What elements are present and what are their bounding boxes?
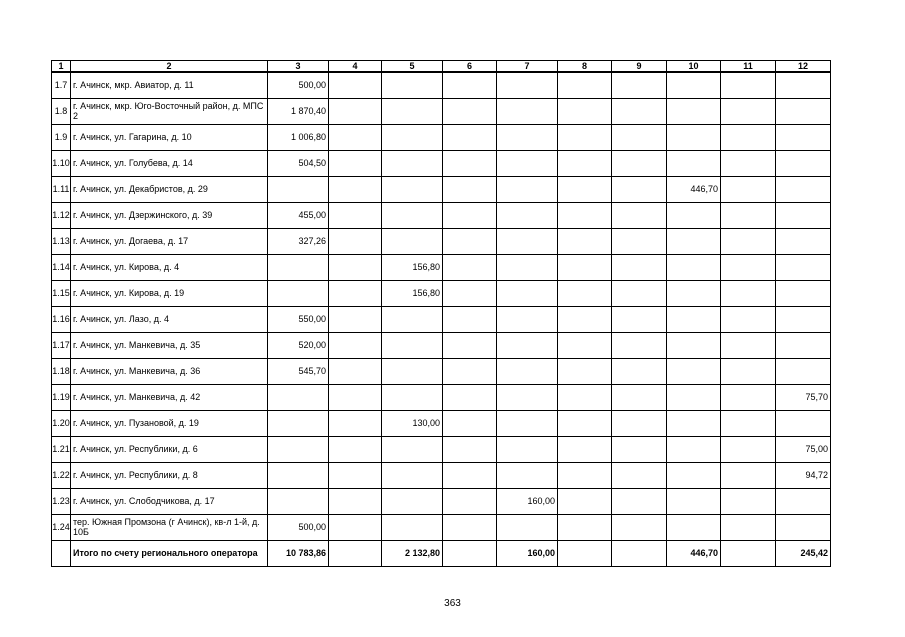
value-cell [776,358,831,384]
row-number: 1.20 [52,410,71,436]
table-row [52,462,831,488]
value-cell [443,72,497,98]
value-cell [776,514,831,540]
value-cell [329,176,382,202]
column-header: 8 [558,61,612,73]
value-cell: 75,70 [776,384,831,410]
value-cell [667,358,721,384]
column-header: 6 [443,61,497,73]
value-cell [558,72,612,98]
value-cell [721,410,776,436]
address-cell: тер. Южная Промзона (г Ачинск), кв-л 1-й, д. 10Б [71,514,268,540]
column-header: 7 [497,61,558,73]
value-cell [776,72,831,98]
value-cell [612,436,667,462]
value-cell [667,332,721,358]
value-cell [497,514,558,540]
table-row [52,228,831,254]
value-cell [612,202,667,228]
value-cell [497,462,558,488]
value-cell [329,306,382,332]
value-cell [558,98,612,124]
value-cell [329,228,382,254]
value-cell [268,176,329,202]
value-cell [667,410,721,436]
table-row [52,306,831,332]
row-number: 1.8 [52,98,71,124]
value-cell [329,410,382,436]
value-cell [329,280,382,306]
value-cell [443,150,497,176]
table-row [52,410,831,436]
value-cell [776,410,831,436]
address-cell: г. Ачинск, мкр. Юго-Восточный район, д. МПС 2 [71,98,268,124]
table-row [52,124,831,150]
value-cell [329,254,382,280]
column-header: 3 [268,61,329,73]
value-cell [329,540,382,566]
value-cell [558,540,612,566]
value-cell [497,280,558,306]
value-cell [612,124,667,150]
value-cell [443,410,497,436]
value-cell [329,124,382,150]
address-cell: г. Ачинск, ул. Манкевича, д. 42 [71,384,268,410]
value-cell [329,514,382,540]
value-cell [612,150,667,176]
row-number: 1.21 [52,436,71,462]
value-cell [268,384,329,410]
value-cell [558,332,612,358]
value-cell [558,384,612,410]
address-cell: г. Ачинск, ул. Кирова, д. 4 [71,254,268,280]
value-cell [268,254,329,280]
value-cell [443,176,497,202]
value-cell [612,384,667,410]
value-cell [497,436,558,462]
table-row [52,514,831,540]
row-number: 1.13 [52,228,71,254]
column-header: 11 [721,61,776,73]
row-number: 1.7 [52,72,71,98]
row-number: 1.14 [52,254,71,280]
value-cell [443,228,497,254]
value-cell: 2 132,80 [382,540,443,566]
table-row [52,176,831,202]
value-cell [558,488,612,514]
table-row [52,280,831,306]
table-row [52,150,831,176]
value-cell [443,332,497,358]
value-cell [667,254,721,280]
value-cell [382,306,443,332]
value-cell [667,202,721,228]
value-cell [382,358,443,384]
value-cell [443,462,497,488]
row-number [52,540,71,566]
value-cell [268,436,329,462]
address-cell: г. Ачинск, ул. Манкевича, д. 35 [71,332,268,358]
column-header: 2 [71,61,268,73]
value-cell [443,98,497,124]
value-cell [558,202,612,228]
value-cell [721,202,776,228]
value-cell [721,176,776,202]
table-row [52,202,831,228]
value-cell [382,332,443,358]
value-cell: 520,00 [268,332,329,358]
value-cell [443,358,497,384]
column-header: 9 [612,61,667,73]
value-cell [558,176,612,202]
value-cell [443,306,497,332]
value-cell: 75,00 [776,436,831,462]
value-cell [667,72,721,98]
value-cell: 10 783,86 [268,540,329,566]
row-number: 1.19 [52,384,71,410]
address-cell: г. Ачинск, ул. Кирова, д. 19 [71,280,268,306]
value-cell [667,384,721,410]
value-cell [667,280,721,306]
value-cell: 550,00 [268,306,329,332]
value-cell [329,98,382,124]
value-cell [382,514,443,540]
value-cell [268,280,329,306]
value-cell [612,462,667,488]
value-cell [776,176,831,202]
value-cell [382,488,443,514]
data-table [51,60,831,567]
value-cell [776,98,831,124]
value-cell [558,124,612,150]
value-cell [667,98,721,124]
value-cell [667,306,721,332]
table-row [52,436,831,462]
value-cell [558,150,612,176]
value-cell [268,462,329,488]
value-cell: 504,50 [268,150,329,176]
address-cell: г. Ачинск, ул. Республики, д. 8 [71,462,268,488]
value-cell [721,358,776,384]
value-cell [497,124,558,150]
table-header [52,61,831,73]
value-cell [382,176,443,202]
value-cell [776,228,831,254]
value-cell [721,462,776,488]
value-cell [329,462,382,488]
value-cell [612,540,667,566]
row-number: 1.12 [52,202,71,228]
value-cell [443,254,497,280]
page-number: 363 [444,598,461,609]
value-cell [721,150,776,176]
value-cell [667,228,721,254]
value-cell [558,462,612,488]
value-cell [612,228,667,254]
column-header: 12 [776,61,831,73]
table-row [52,384,831,410]
value-cell [382,462,443,488]
value-cell [497,228,558,254]
value-cell [612,358,667,384]
value-cell [612,72,667,98]
table-row [52,358,831,384]
value-cell: 1 006,80 [268,124,329,150]
value-cell: 545,70 [268,358,329,384]
value-cell [558,280,612,306]
address-cell: г. Ачинск, ул. Дзержинского, д. 39 [71,202,268,228]
value-cell [497,176,558,202]
value-cell [382,98,443,124]
row-number: 1.9 [52,124,71,150]
value-cell [443,540,497,566]
value-cell [329,436,382,462]
value-cell: 245,42 [776,540,831,566]
value-cell [382,384,443,410]
value-cell [612,306,667,332]
value-cell [721,280,776,306]
value-cell [443,124,497,150]
value-cell: 160,00 [497,540,558,566]
value-cell [329,202,382,228]
value-cell: 500,00 [268,514,329,540]
row-number: 1.22 [52,462,71,488]
value-cell [382,150,443,176]
value-cell [329,150,382,176]
value-cell [776,306,831,332]
value-cell [443,384,497,410]
row-number: 1.15 [52,280,71,306]
value-cell [268,488,329,514]
value-cell [776,202,831,228]
value-cell [497,306,558,332]
value-cell [558,514,612,540]
value-cell [497,202,558,228]
value-cell [443,488,497,514]
value-cell [721,332,776,358]
value-cell [721,306,776,332]
value-cell [443,280,497,306]
address-cell: г. Ачинск, ул. Республики, д. 6 [71,436,268,462]
address-cell: г. Ачинск, ул. Голубева, д. 14 [71,150,268,176]
address-cell: г. Ачинск, ул. Слободчикова, д. 17 [71,488,268,514]
value-cell [443,514,497,540]
value-cell [667,124,721,150]
value-cell [558,306,612,332]
value-cell: 160,00 [497,488,558,514]
value-cell [382,124,443,150]
value-cell [329,358,382,384]
address-cell: г. Ачинск, ул. Пузановой, д. 19 [71,410,268,436]
row-number: 1.17 [52,332,71,358]
value-cell [776,280,831,306]
value-cell [497,358,558,384]
value-cell [329,488,382,514]
value-cell [721,540,776,566]
table-row [52,72,831,98]
value-cell [382,202,443,228]
value-cell [382,228,443,254]
value-cell [497,150,558,176]
value-cell [776,254,831,280]
header-row [52,61,831,73]
value-cell [667,150,721,176]
value-cell: 455,00 [268,202,329,228]
value-cell [329,332,382,358]
value-cell: 500,00 [268,72,329,98]
value-cell [612,410,667,436]
value-cell [329,384,382,410]
value-cell: 446,70 [667,176,721,202]
value-cell [558,410,612,436]
value-cell [667,462,721,488]
value-cell [443,436,497,462]
value-cell [382,72,443,98]
value-cell [329,72,382,98]
value-cell [443,202,497,228]
table-body [52,72,831,566]
column-header: 1 [52,61,71,73]
address-cell: г. Ачинск, ул. Декабристов, д. 29 [71,176,268,202]
value-cell: 94,72 [776,462,831,488]
total-label: Итого по счету регионального оператора [71,540,268,566]
value-cell [721,228,776,254]
value-cell [497,332,558,358]
value-cell: 327,26 [268,228,329,254]
value-cell [776,124,831,150]
value-cell: 156,80 [382,280,443,306]
value-cell [776,488,831,514]
value-cell: 156,80 [382,254,443,280]
value-cell [612,514,667,540]
value-cell [721,488,776,514]
column-header: 4 [329,61,382,73]
value-cell [612,488,667,514]
value-cell: 1 870,40 [268,98,329,124]
row-number: 1.11 [52,176,71,202]
total-row [52,540,831,566]
column-header: 5 [382,61,443,73]
value-cell [721,72,776,98]
value-cell [721,436,776,462]
value-cell [776,332,831,358]
value-cell [612,280,667,306]
table-row [52,254,831,280]
row-number: 1.18 [52,358,71,384]
address-cell: г. Ачинск, мкр. Авиатор, д. 11 [71,72,268,98]
value-cell [721,124,776,150]
value-cell [721,254,776,280]
value-cell [497,72,558,98]
column-header: 10 [667,61,721,73]
value-cell [558,254,612,280]
table-row [52,332,831,358]
value-cell [497,410,558,436]
address-cell: г. Ачинск, ул. Лазо, д. 4 [71,306,268,332]
value-cell [721,514,776,540]
row-number: 1.10 [52,150,71,176]
value-cell [558,228,612,254]
value-cell [667,514,721,540]
value-cell [776,150,831,176]
value-cell: 130,00 [382,410,443,436]
value-cell [721,98,776,124]
row-number: 1.16 [52,306,71,332]
value-cell [497,254,558,280]
value-cell [721,384,776,410]
value-cell [612,176,667,202]
address-cell: г. Ачинск, ул. Гагарина, д. 10 [71,124,268,150]
value-cell [667,488,721,514]
address-cell: г. Ачинск, ул. Догаева, д. 17 [71,228,268,254]
value-cell [497,384,558,410]
value-cell: 446,70 [667,540,721,566]
value-cell [558,436,612,462]
value-cell [382,436,443,462]
value-cell [612,98,667,124]
address-cell: г. Ачинск, ул. Манкевича, д. 36 [71,358,268,384]
value-cell [612,254,667,280]
row-number: 1.24 [52,514,71,540]
value-cell [558,358,612,384]
value-cell [497,98,558,124]
row-number: 1.23 [52,488,71,514]
value-cell [667,436,721,462]
table-row [52,98,831,124]
value-cell [268,410,329,436]
table-row [52,488,831,514]
value-cell [612,332,667,358]
